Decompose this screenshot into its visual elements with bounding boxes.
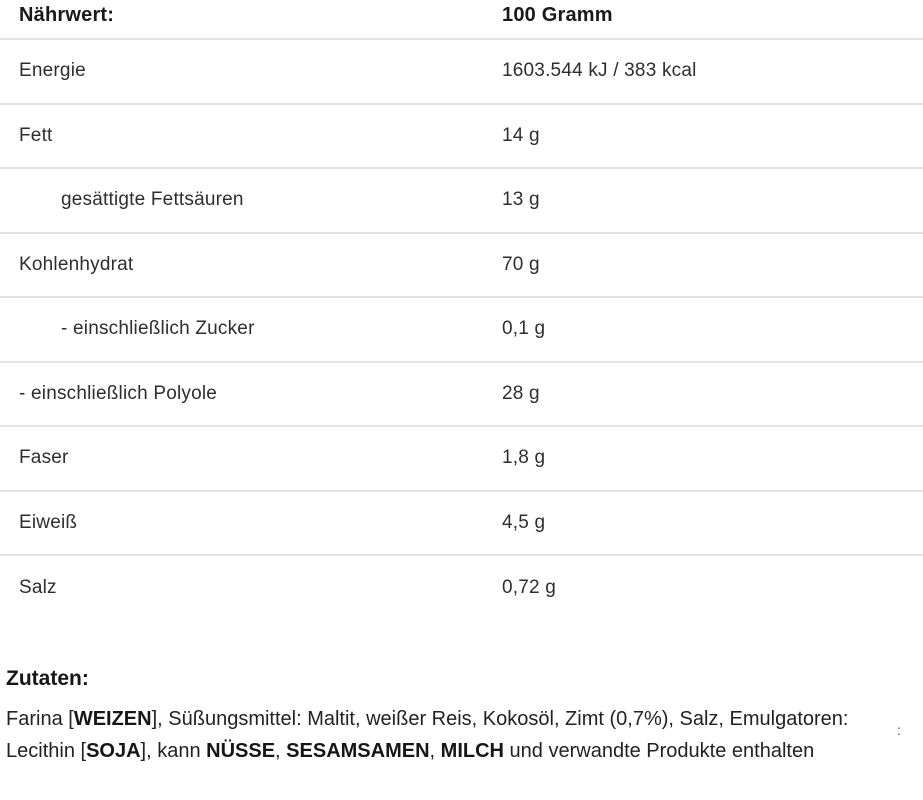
nutrient-label: Kohlenhydrat: [19, 253, 134, 275]
ingredient-text-segment: ], kann: [140, 739, 207, 762]
table-header-value: 100 Gramm: [502, 4, 613, 26]
nutrient-value: 28 g: [502, 382, 540, 404]
ingredient-text-segment: ,: [429, 739, 441, 762]
nutrient-value: 70 g: [502, 253, 540, 275]
nutrient-label: Energie: [19, 60, 86, 82]
nutrient-value: 14 g: [502, 124, 540, 146]
nutrient-value: 0,72 g: [502, 577, 557, 599]
nutrition-rows: [0, 40, 923, 621]
table-header-label: Nährwert:: [19, 4, 115, 26]
table-row: [0, 298, 923, 363]
allergen-emphasis: SOJA: [86, 739, 141, 762]
nutrient-label: Fett: [19, 124, 53, 146]
table-row: [0, 169, 923, 234]
nutrient-value: 4,5 g: [502, 511, 546, 533]
nutrient-label: Faser: [19, 447, 69, 469]
nutrient-value: 13 g: [502, 189, 540, 211]
ingredients-section: [0, 667, 923, 767]
ingredient-text-segment: ], Süßungsmittel: Maltit, weißer Reis, Kokosöl, Zimt (0,7%), Salz, Emulgatoren: Lecithin [: [6, 707, 849, 762]
allergen-emphasis: SESAMSAMEN: [286, 739, 430, 762]
stray-mark: :: [897, 722, 901, 738]
nutrient-value: 1,8 g: [502, 447, 546, 469]
ingredient-text-segment: und verwandte Produkte enthalten: [503, 739, 815, 762]
allergen-emphasis: MILCH: [440, 739, 504, 762]
nutrient-value: 0,1 g: [502, 318, 546, 340]
table-header-row: [0, 0, 923, 40]
table-row: [0, 40, 923, 105]
nutrient-label: Eiweiß: [19, 511, 78, 533]
nutrient-value: 1603.544 kJ / 383 kcal: [502, 60, 697, 82]
ingredients-text: [6, 703, 868, 767]
allergen-emphasis: NÜSSE: [206, 739, 276, 762]
ingredient-text-segment: Farina [: [6, 707, 74, 730]
table-row: [0, 363, 923, 428]
table-row: [0, 105, 923, 170]
table-row: [0, 427, 923, 492]
allergen-emphasis: WEIZEN: [73, 707, 152, 730]
table-row: [0, 556, 923, 621]
ingredients-heading: Zutaten:: [6, 666, 89, 690]
table-row: [0, 234, 923, 299]
nutrient-label: - einschließlich Polyole: [19, 382, 218, 404]
table-row: [0, 492, 923, 557]
nutrient-label: - einschließlich Zucker: [61, 318, 255, 340]
ingredient-text-segment: ,: [275, 739, 287, 762]
nutrient-label: Salz: [19, 577, 57, 599]
nutrient-label: gesättigte Fettsäuren: [61, 189, 244, 211]
